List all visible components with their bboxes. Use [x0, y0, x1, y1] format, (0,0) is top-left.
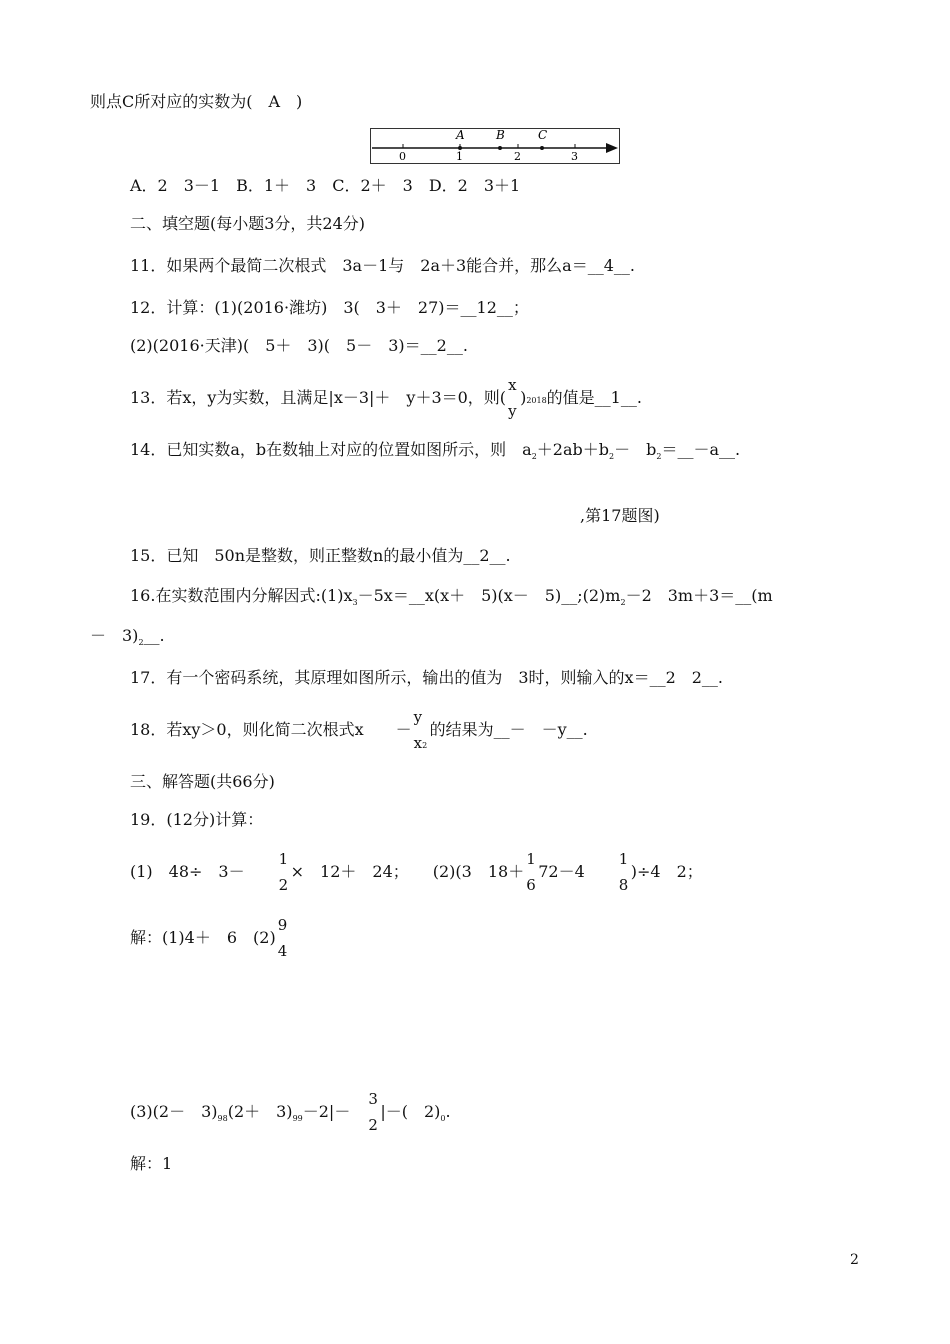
tick-label-2: 2 [514, 150, 521, 163]
q19-3-text-pre: (3)(2－ 3) [130, 1102, 218, 1121]
question-17: 17．有一个密码系统，其原理如图所示，输出的值为 3时，则输入的x＝__2 2__. [130, 668, 724, 687]
ans1-fraction [276, 915, 290, 960]
section-2-heading: 二、填空题(每小题3分，共24分) [130, 214, 366, 233]
q19-2-text-c: )÷4 2； [630, 862, 703, 881]
q16-exp-2: 2 [620, 598, 626, 607]
q18-den-var: x [413, 733, 423, 752]
q16-text-pre: 16.在实数范围内分解因式:(1)x [130, 586, 353, 605]
question-18 [130, 707, 588, 752]
q13-frac-num: x [508, 375, 517, 394]
q19-1-text-a: (1) 48÷ 3－ [130, 862, 277, 881]
q16-exp-1: 3 [352, 598, 358, 607]
question-13: 13．若x，y为实数，且满足|x－3|＋ y＋3＝0，则( x y )2018的值是__1__. [130, 375, 642, 420]
answer-19-part-3: 解：1 [130, 1154, 173, 1173]
q19-1-text-b: × 12＋ 24； (2)(3 18＋ [290, 862, 525, 881]
q18-frac-num: y [413, 707, 423, 726]
q19-2-fraction-1 [524, 849, 538, 894]
question-14 [130, 440, 740, 463]
q19-3-text-post: . [445, 1102, 451, 1121]
point-b [498, 146, 502, 150]
tick-label-3: 3 [571, 150, 578, 163]
point-label-c: C [538, 128, 548, 142]
question-19-parts-1-2 [130, 849, 703, 894]
q19-2-frac2-num: 1 [618, 849, 629, 868]
q14-exp-2: 2 [609, 452, 615, 461]
section-3-heading: 三、解答题(共66分) [130, 772, 275, 791]
q19-3-exp-2: 99 [292, 1114, 303, 1123]
question-15: 15．已知 50n是整数，则正整数n的最小值为__2__. [130, 546, 511, 565]
q16-text-post: －2 3m＋3＝__(m [625, 586, 773, 605]
q18-den-exp: 2 [422, 740, 428, 750]
tick-label-1: 1 [456, 150, 463, 163]
q13-exponent: 2018 [526, 396, 547, 405]
question-16 [130, 586, 773, 609]
q14-text-mid: ＋2ab＋b [536, 440, 609, 459]
q19-3-frac-num: 3 [368, 1089, 378, 1108]
q13-text-pre: 13．若x，y为实数，且满足|x－3|＋ y＋3＝0，则( [130, 388, 507, 407]
question-19-part-3 [130, 1089, 451, 1134]
q13-fraction [506, 375, 520, 420]
q14-text-mid2: － b [614, 440, 657, 459]
q16-cont-post: __. [143, 626, 165, 645]
q19-3-frac-den: 2 [368, 1115, 378, 1134]
number-line-figure [370, 128, 620, 164]
q19-2-frac1-den: 6 [526, 875, 536, 894]
question-10-stem: 则点C所对应的实数为( A ) [90, 92, 303, 111]
question-16-continued [90, 626, 165, 649]
q19-1-fraction [277, 849, 291, 894]
q14-text-post: ＝__－a__. [661, 440, 741, 459]
q18-frac-den [414, 733, 428, 756]
question-10-options: A．2 3－1 B．1＋ 3 C．2＋ 3 D．2 3＋1 [130, 176, 521, 195]
q19-2-frac1-num: 1 [526, 849, 536, 868]
point-c [540, 146, 544, 150]
q19-2-text-b: 72－4 [538, 862, 617, 881]
q13-frac-den: y [508, 401, 517, 420]
point-label-a: A [456, 128, 465, 142]
q14-exp-3: 2 [656, 452, 662, 461]
q19-3-fraction [366, 1089, 380, 1134]
ans1-text: 解：(1)4＋ 6 (2) [130, 928, 276, 947]
q18-text-pre: 18．若xy＞0，则化简二次根式x － [130, 720, 412, 739]
question-19: 19．(12分)计算： [130, 810, 264, 829]
q18-text-post: 的结果为__－ －y__. [429, 720, 588, 739]
q16-cont-pre: － 3) [90, 626, 139, 645]
q16-cont-exp: 2 [138, 638, 144, 647]
q16-text-mid: －5x＝__x(x＋ 5)(x－ 5)__;(2)m [357, 586, 621, 605]
q19-3-text-mid3: |－( 2) [380, 1102, 441, 1121]
ans1-frac-num: 9 [277, 915, 288, 934]
figure-17-caption: ,第17题图) [580, 506, 660, 525]
q19-3-text-mid: (2＋ 3) [227, 1102, 293, 1121]
q19-3-text-mid2: －2|－ [302, 1102, 367, 1121]
point-label-b: B [496, 128, 505, 142]
tick-label-0: 0 [399, 150, 406, 163]
q14-exp-1: 2 [531, 452, 537, 461]
q18-fraction [412, 707, 430, 752]
page-number: 2 [850, 1252, 859, 1268]
question-12-part-1: 12．计算：(1)(2016·潍坊) 3( 3＋ 27)＝__12__； [130, 298, 529, 317]
question-12-part-2: (2)(2016·天津)( 5＋ 3)( 5－ 3)＝__2__. [130, 336, 468, 355]
q19-2-frac2-den: 8 [618, 875, 629, 894]
q19-3-exp-3: 0 [440, 1114, 446, 1123]
q13-text-post: 的值是__1__. [546, 388, 642, 407]
q19-2-fraction-2 [617, 849, 631, 894]
question-11: 11．如果两个最简二次根式 3a－1与 2a＋3能合并，那么a＝__4__. [130, 256, 635, 275]
answer-19-parts-1-2 [130, 915, 290, 960]
q14-text-pre: 14．已知实数a，b在数轴上对应的位置如图所示，则 a [130, 440, 532, 459]
q19-1-frac-num: 1 [278, 849, 289, 868]
q19-1-frac-den: 2 [278, 875, 289, 894]
q19-3-exp-1: 98 [217, 1114, 228, 1123]
ans1-frac-den: 4 [277, 941, 288, 960]
